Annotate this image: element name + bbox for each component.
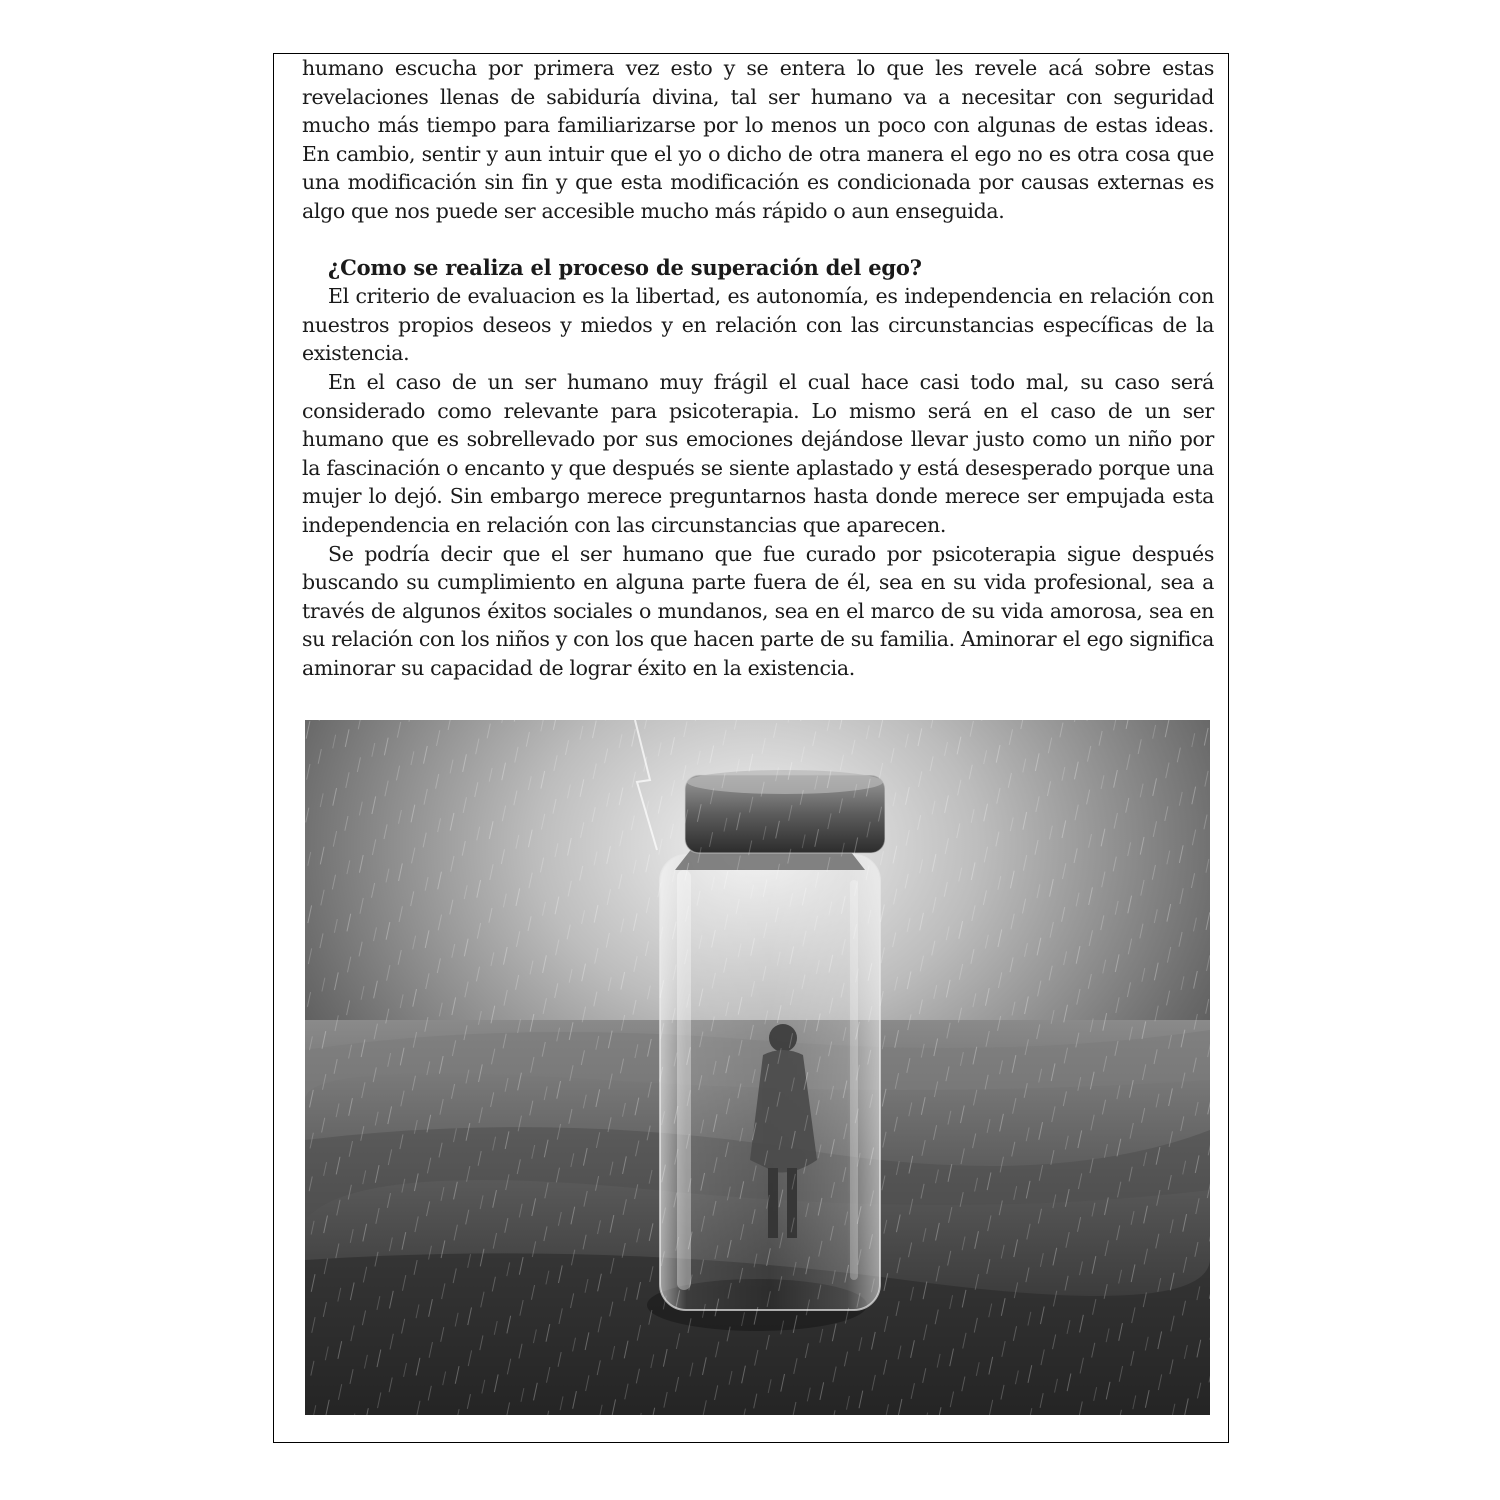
paragraph-1: El criterio de evaluacion es la libertad, es autonomía, es independencia en relación con nuestros propios deseos y miedos y en relación con las circunstancias específicas de la existencia. bbox=[302, 284, 1214, 366]
illustration-svg bbox=[305, 720, 1210, 1415]
paragraph-2: En el caso de un ser humano muy frágil el cual hace casi todo mal, su caso será considerado como relevante para psicoterapia. Lo mismo será en el caso de un ser humano que es sobrellevado por sus emociones dejándose llevar justo como un niño por la fascinación o encanto y que después se siente aplastado y está desesperado porque una mujer lo dejó. Sin embargo merece preguntarnos hasta donde merece ser empujada esta independencia en relación con las circunstancias que aparecen. bbox=[302, 369, 1214, 537]
paragraph-3: Se podría decir que el ser humano que fue curado por psicoterapia sigue después buscando su cumplimiento en alguna parte fuera de él, sea en su vida profesional, sea a través de algunos éxitos sociales o mundanos, sea en el marco de su vida amorosa, sea en su relación con los niños y con los que hacen parte de su familia. Aminorar el ego significa aminorar su capacidad de lograr éxito en la existencia. bbox=[302, 541, 1214, 680]
section-heading: ¿Como se realiza el proceso de superación del ego? bbox=[328, 254, 922, 280]
document-page bbox=[273, 53, 1229, 1443]
body-text bbox=[302, 54, 1214, 682]
jar-with-figure-in-rain-illustration bbox=[305, 720, 1210, 1415]
paragraph-continued: humano escucha por primera vez esto y se entera lo que les revele acá sobre estas revelaciones llenas de sabiduría divina, tal ser humano va a necesitar con seguridad mucho más tiempo para familiarizarse por lo menos un poco con algunas de estas ideas. En cambio, sentir y aun intuir que el yo o dicho de otra manera el ego no es otra cosa que una modificación sin fin y que esta modificación es condicionada por causas externas es algo que nos puede ser accesible mucho más rápido o aun enseguida. bbox=[302, 56, 1214, 223]
